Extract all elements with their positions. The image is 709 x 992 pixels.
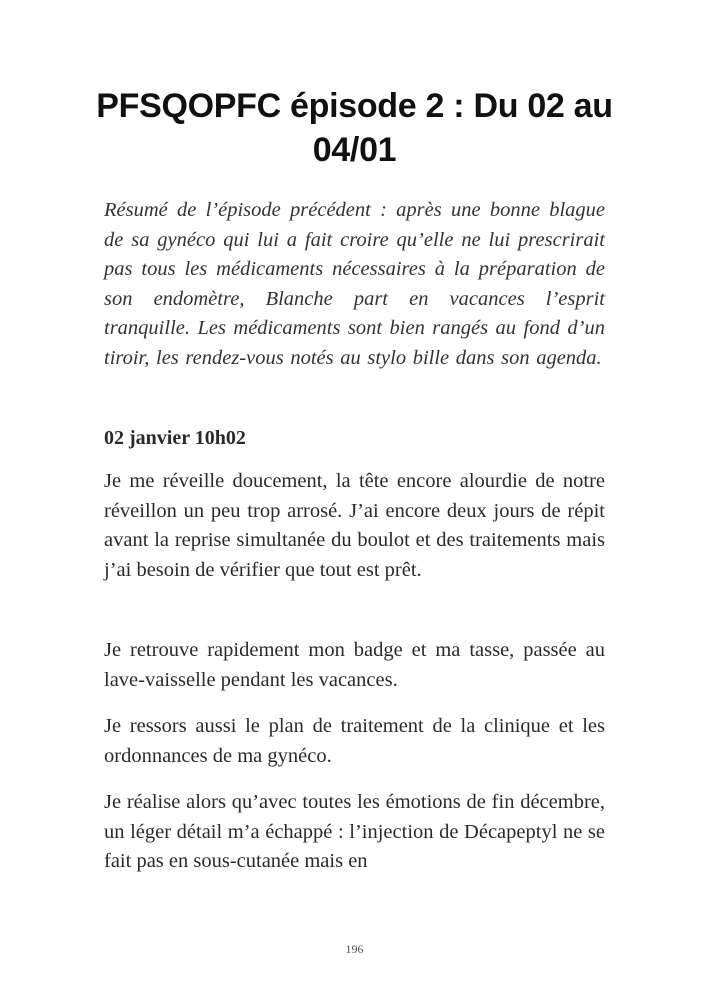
page-number: 196 — [345, 942, 364, 956]
previous-episode-summary — [104, 196, 605, 374]
body-paragraph: Je me réveille doucement, la tête encore alourdie de notre réveillon un peu trop arrosé. J’ai encore deux jours de répit avant la reprise simultanée du boulot et des traitements mais j’ai besoin de vérifier que tout est prêt. — [104, 470, 605, 581]
body-paragraph: Je retrouve rapidement mon badge et ma tasse, passée au lave-vaisselle pendant les vacances. — [104, 639, 605, 691]
paragraph-block — [104, 636, 605, 695]
paragraph-block — [104, 467, 605, 585]
body-paragraph: Je ressors aussi le plan de traitement de la clinique et les ordonnances de ma gynéco. — [104, 715, 605, 767]
summary-paragraph: Résumé de l’épisode précédent : après une bonne blague de sa gynéco qui lui a fait croire qu’elle ne lui prescrirait pas tous les médicaments nécessaires à la préparation de son endomètre, Blanche part en vacances l’esprit tranquille. Les médicaments sont bien rangés au fond d’un tiroir, les rendez-vous notés au stylo bille dans son agenda. — [104, 199, 605, 369]
body-paragraph: Je réalise alors qu’avec toutes les émotions de fin décembre, un léger détail m’a échappé : l’injection de Décapeptyl ne se fait pas en sous-cutanée mais en — [104, 791, 605, 873]
chapter-title: PFSQOPFC épisode 2 : Du 02 au 04/01 — [96, 87, 613, 169]
paragraph-block — [104, 712, 605, 771]
diary-entry-heading: 02 janvier 10h02 — [104, 427, 246, 449]
paragraph-block — [104, 788, 605, 877]
